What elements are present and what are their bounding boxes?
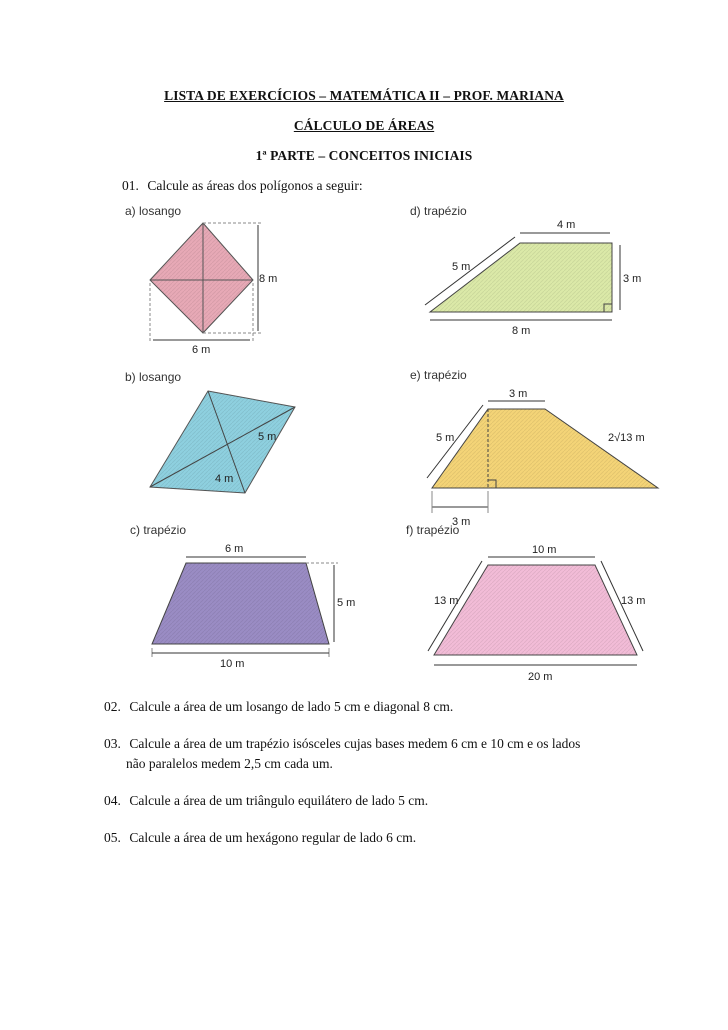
figure-e-label: e) trapézio <box>410 368 467 382</box>
figure-e-top-base: 3 m <box>509 388 528 400</box>
question-number: 03. <box>104 736 121 751</box>
question-text: Calcule a área de um hexágono regular de lado 6 cm. <box>129 830 417 845</box>
figure-b-rhombus <box>125 370 295 493</box>
question-number: 02. <box>104 699 121 714</box>
question-05 <box>104 828 416 848</box>
figure-e-right-side: 2√13 m <box>608 432 645 444</box>
figure-b-half-diagonal-1: 5 m <box>258 431 277 443</box>
question-03 <box>104 734 580 754</box>
figure-f-right-side: 13 m <box>621 595 646 607</box>
figure-c-top-base: 6 m <box>225 543 244 555</box>
figure-e-bottom-segment: 3 m <box>452 516 471 528</box>
figure-b-label: b) losango <box>125 370 182 384</box>
figure-a-diagonal-major: 8 m <box>259 273 278 285</box>
question-number: 01. <box>122 178 139 193</box>
question-text: Calcule a área de um trapézio isósceles cujas bases medem 6 cm e 10 cm e os lados <box>129 736 581 751</box>
figure-e-trapezoid <box>410 368 658 528</box>
question-04 <box>104 791 428 811</box>
question-number: 05. <box>104 830 121 845</box>
figure-a-rhombus <box>125 204 277 356</box>
question-03-continuation <box>126 754 333 774</box>
figure-e-left-side: 5 m <box>436 432 455 444</box>
question-02 <box>104 697 453 717</box>
question-text: Calcule a área de um triângulo equilátero de lado 5 cm. <box>129 793 429 808</box>
figure-f-bottom-base: 20 m <box>528 671 553 683</box>
figure-f-top-base: 10 m <box>532 544 557 556</box>
question-01 <box>122 176 363 196</box>
question-text: Calcule a área de um losango de lado 5 cm e diagonal 8 cm. <box>129 699 454 714</box>
question-text: Calcule as áreas dos polígonos a seguir: <box>147 178 363 193</box>
figure-d-bottom-base: 8 m <box>512 325 531 337</box>
figure-d-slant-side: 5 m <box>452 261 471 273</box>
document-subtitle: CÁLCULO DE ÁREAS <box>293 118 435 133</box>
question-text-line2: não paralelos medem 2,5 cm cada um. <box>126 756 333 771</box>
document-title: LISTA DE EXERCÍCIOS – MATEMÁTICA II – PROF. MARIANA <box>164 88 564 103</box>
figure-d-top-base: 4 m <box>557 219 576 231</box>
figure-c-label: c) trapézio <box>130 523 187 537</box>
figure-d-trapezoid <box>410 204 641 337</box>
figure-d-label: d) trapézio <box>410 204 467 218</box>
figure-f-trapezoid <box>406 523 645 683</box>
figure-c-trapezoid <box>130 523 355 670</box>
figure-f-label: f) trapézio <box>406 523 460 537</box>
figure-c-height: 5 m <box>337 597 356 609</box>
figure-b-half-diagonal-2: 4 m <box>215 473 234 485</box>
figure-a-label: a) losango <box>125 204 182 218</box>
figure-d-height: 3 m <box>623 273 642 285</box>
figure-a-diagonal-minor: 6 m <box>192 344 211 356</box>
polygons-figure <box>100 195 660 695</box>
part-title: 1ª PARTE – CONCEITOS INICIAIS <box>255 148 473 163</box>
figure-c-bottom-base: 10 m <box>220 658 245 670</box>
question-number: 04. <box>104 793 121 808</box>
figure-f-left-side: 13 m <box>434 595 459 607</box>
